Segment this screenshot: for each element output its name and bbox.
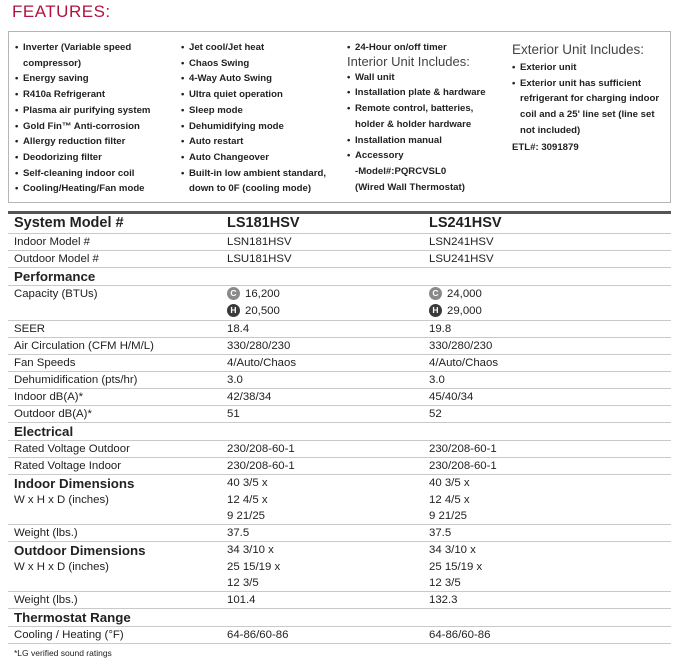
list-item: • Built-in low ambient standard,	[181, 166, 326, 182]
row-label: Indoor Model #	[14, 236, 90, 248]
list-item: • Ultra quiet operation	[181, 87, 326, 103]
cell-value: 12 3/5	[227, 577, 259, 589]
table-row	[8, 458, 671, 475]
row-label: Indoor dB(A)*	[14, 391, 84, 403]
cell-value: 64-86/60-86	[227, 629, 289, 641]
features-column-4	[512, 42, 659, 153]
table-row	[8, 627, 671, 644]
cell-value: 230/208-60-1	[429, 443, 497, 455]
exterior-heading: Exterior Unit Includes:	[512, 42, 645, 57]
cell-value: 12 3/5	[429, 577, 461, 589]
features-title: FEATURES:	[12, 2, 111, 21]
section-header	[8, 268, 671, 286]
cell-value	[423, 303, 671, 321]
cell-value: 34 3/10 x	[429, 544, 476, 556]
list-item: • Remote control, batteries,	[347, 101, 486, 117]
section-title: Indoor Dimensions	[14, 476, 135, 491]
list-item: • Gold Fin™ Anti-corrosion	[15, 119, 150, 135]
table-row	[8, 251, 671, 268]
cell-value: 52	[429, 408, 442, 420]
cell-value: LSN181HSV	[227, 236, 292, 248]
table-row	[8, 575, 671, 592]
cell-value: 4/Auto/Chaos	[227, 357, 297, 369]
cell-value: LSU181HSV	[227, 253, 292, 265]
table-row	[8, 406, 671, 423]
list-item: not included)	[520, 124, 581, 136]
table-row	[8, 592, 671, 609]
list-item: compressor)	[23, 57, 82, 69]
list-item: • R410a Refrigerant	[15, 87, 150, 103]
table-row	[8, 525, 671, 542]
cell-value: 230/208-60-1	[429, 460, 497, 472]
list-item: • Cooling/Heating/Fan mode	[15, 181, 150, 197]
row-label: SEER	[14, 323, 46, 335]
cell-value: 3.0	[429, 374, 445, 386]
cell-value: 25 15/19 x	[429, 561, 483, 573]
cell-value: 330/280/230	[227, 340, 291, 352]
list-item: refrigerant for charging indoor	[520, 93, 660, 105]
section-title: Electrical	[14, 424, 74, 439]
section-header	[8, 609, 671, 627]
features-column-3	[347, 40, 486, 195]
row-label: Rated Voltage Outdoor	[14, 443, 130, 455]
row-label: W x H x D (inches)	[14, 494, 109, 506]
cell-value: 9 21/25	[429, 510, 468, 522]
table-row	[8, 508, 671, 525]
section-title: Outdoor Dimensions	[14, 543, 146, 558]
list-item: • Exterior unit	[512, 60, 659, 76]
list-item: • Auto restart	[181, 134, 326, 150]
cell-value	[221, 303, 423, 321]
features-column-1	[15, 40, 150, 197]
heating-badge-icon: H	[227, 304, 240, 317]
cell-value: 40 3/5 x	[227, 477, 268, 489]
cell-value: 132.3	[429, 594, 458, 606]
row-label: Rated Voltage Indoor	[14, 460, 122, 472]
list-item: • Jet cool/Jet heat	[181, 40, 326, 56]
features-column-2	[181, 40, 326, 197]
list-item: • Installation plate & hardware	[347, 85, 486, 101]
list-item: • Allergy reduction filter	[15, 134, 150, 150]
table-row	[8, 372, 671, 389]
cell-value: 9 21/25	[227, 510, 266, 522]
section-header	[8, 423, 671, 441]
etl-number: ETL#: 3091879	[512, 141, 579, 153]
list-item: • 4-Way Auto Swing	[181, 71, 326, 87]
list-item: • Sleep mode	[181, 103, 326, 119]
model-1: LS181HSV	[227, 215, 300, 231]
cap-cool-2: 24,000	[447, 288, 482, 300]
list-item: • Dehumidifying mode	[181, 119, 326, 135]
section-header	[8, 475, 671, 493]
cell-value: 101.4	[227, 594, 256, 606]
list-item: • 24-Hour on/off timer	[347, 40, 486, 56]
list-item: • Inverter (Variable speed	[15, 40, 150, 56]
table-row	[8, 441, 671, 458]
table-row	[8, 234, 671, 251]
list-item: • Deodorizing filter	[15, 150, 150, 166]
cell-value: LSU241HSV	[429, 253, 494, 265]
table-row	[8, 559, 671, 575]
table-row	[8, 321, 671, 338]
cell-value: 25 15/19 x	[227, 561, 281, 573]
list-item: • Exterior unit has sufficient	[512, 76, 659, 92]
cell-value: 12 4/5 x	[429, 494, 470, 506]
heating-badge-icon: H	[429, 304, 442, 317]
list-item: • Self-cleaning indoor coil	[15, 166, 150, 182]
cell-value: 34 3/10 x	[227, 544, 274, 556]
cell-value: 37.5	[227, 527, 250, 539]
row-label: Outdoor Model #	[14, 253, 99, 265]
features-box	[8, 31, 671, 203]
list-item: • Energy saving	[15, 71, 150, 87]
list-item: down to 0F (cooling mode)	[189, 183, 312, 195]
list-item: holder & holder hardware	[355, 118, 472, 130]
table-row	[8, 338, 671, 355]
table-row	[8, 355, 671, 372]
cell-value: 230/208-60-1	[227, 443, 295, 455]
spec-table	[8, 211, 671, 644]
row-label: Air Circulation (CFM H/M/L)	[14, 340, 154, 352]
list-item: • Wall unit	[347, 70, 486, 86]
cell-value: 4/Auto/Chaos	[429, 357, 499, 369]
cell-value: 12 4/5 x	[227, 494, 268, 506]
cell-value: 330/280/230	[429, 340, 493, 352]
cap-cool-1: 16,200	[245, 288, 280, 300]
cell-value: 45/40/34	[429, 391, 474, 403]
row-label: Dehumidification (pts/hr)	[14, 374, 138, 386]
cooling-badge-icon: C	[227, 287, 240, 300]
cell-value: 3.0	[227, 374, 243, 386]
interior-heading: Interior Unit Includes:	[347, 53, 470, 69]
list-item: • Installation manual	[347, 133, 486, 149]
model-2: LS241HSV	[429, 215, 502, 231]
cell-value: 51	[227, 408, 240, 420]
list-item: • Plasma air purifying system	[15, 103, 150, 119]
row-label: Fan Speeds	[14, 357, 76, 369]
cell-value: 64-86/60-86	[429, 629, 491, 641]
cooling-badge-icon: C	[429, 287, 442, 300]
row-label	[8, 303, 221, 321]
cell-value	[423, 286, 671, 304]
cell-value: 37.5	[429, 527, 452, 539]
cell-value	[221, 286, 423, 304]
table-row	[8, 213, 671, 234]
cap-heat-2: 29,000	[447, 305, 482, 317]
cell-value: 40 3/5 x	[429, 477, 470, 489]
list-item: • Chaos Swing	[181, 56, 326, 72]
section-title: Thermostat Range	[14, 610, 131, 625]
list-item: • Auto Changeover	[181, 150, 326, 166]
table-row	[8, 389, 671, 406]
row-label: Capacity (BTUs)	[14, 288, 98, 300]
cell-value: 19.8	[429, 323, 452, 335]
footnote: *LG verified sound ratings	[14, 648, 112, 658]
cap-heat-1: 20,500	[245, 305, 280, 317]
row-label	[8, 575, 221, 592]
row-label: Outdoor dB(A)*	[14, 408, 92, 420]
cell-value: 230/208-60-1	[227, 460, 295, 472]
list-item: -Model#:PQRCVSL0	[355, 165, 447, 177]
row-label: W x H x D (inches)	[14, 561, 109, 573]
system-model-label: System Model #	[14, 215, 124, 231]
row-label: Weight (lbs.)	[14, 594, 78, 606]
list-item: (Wired Wall Thermostat)	[355, 181, 465, 193]
section-title: Performance	[14, 269, 96, 284]
table-row	[8, 492, 671, 508]
cell-value: LSN241HSV	[429, 236, 494, 248]
row-label: Weight (lbs.)	[14, 527, 78, 539]
list-item: • Accessory	[347, 148, 486, 164]
table-row	[8, 286, 671, 304]
list-item: coil and a 25' line set (line set	[520, 109, 655, 121]
row-label: Cooling / Heating (°F)	[14, 629, 124, 641]
cell-value: 42/38/34	[227, 391, 272, 403]
table-row	[8, 303, 671, 321]
cell-value: 18.4	[227, 323, 250, 335]
section-header	[8, 542, 671, 560]
row-label	[8, 508, 221, 525]
